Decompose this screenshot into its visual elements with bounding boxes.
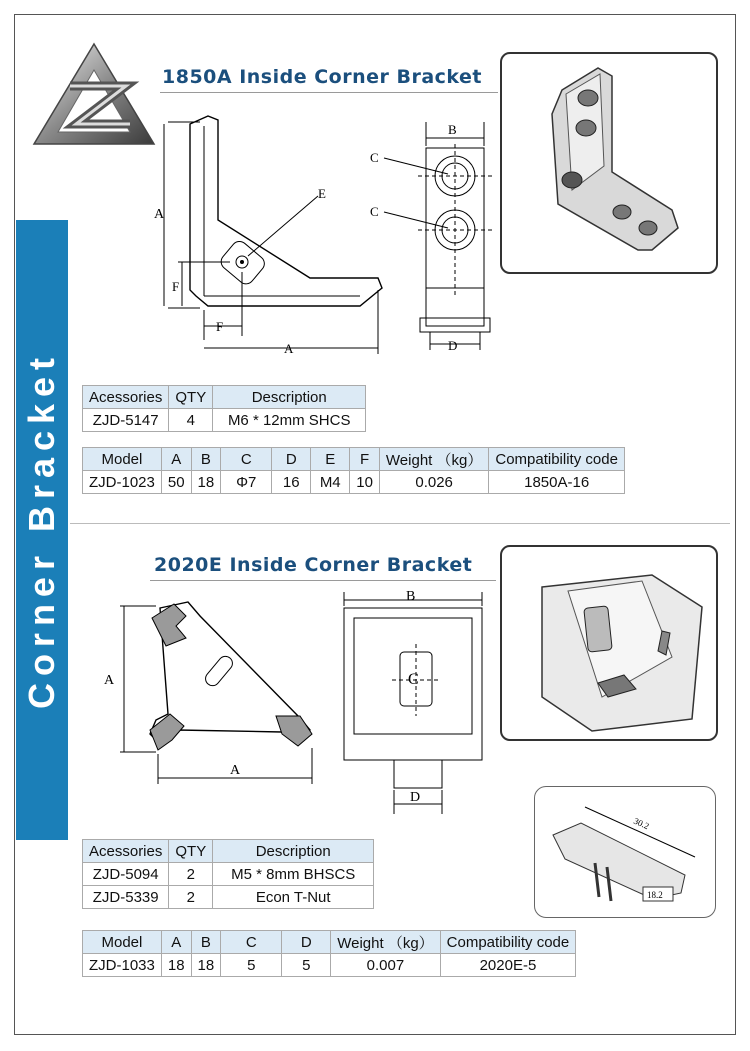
table-cell: ZJD-5147 <box>83 409 169 432</box>
dim-b-label: B <box>448 122 457 137</box>
company-logo <box>30 40 158 148</box>
spec-header: F <box>350 448 380 471</box>
table-cell: 0.007 <box>331 954 440 977</box>
product-2-title: 2020E Inside Corner Bracket <box>154 554 473 576</box>
table-cell: ZJD-1033 <box>83 954 162 977</box>
table-cell: ZJD-1023 <box>83 471 162 494</box>
qty-header: QTY <box>169 840 213 863</box>
dim-f-horizontal: F <box>216 319 224 334</box>
dim-d-label: D <box>448 338 458 353</box>
table-row <box>83 954 576 977</box>
table-cell: 2020E-5 <box>440 954 576 977</box>
product-2-drawing-side <box>100 594 322 790</box>
sidebar-title: Corner Bracket <box>21 350 62 710</box>
table-cell: M6 * 12mm SHCS <box>213 409 366 432</box>
product-2-specs-table <box>82 930 576 977</box>
table-row <box>83 409 366 432</box>
table-cell: 5 <box>221 954 282 977</box>
product-2-drawing-front <box>330 588 494 818</box>
description-header: Description <box>213 840 374 863</box>
table-cell: 10 <box>350 471 380 494</box>
dim-e-label: E <box>318 186 326 201</box>
dim-f-vertical: F <box>172 279 180 294</box>
description-header: Description <box>213 386 366 409</box>
spec-header: C <box>221 448 272 471</box>
product-1-accessories-table <box>82 385 366 432</box>
accessories-header: Acessories <box>83 386 169 409</box>
table-row <box>83 863 374 886</box>
section-divider <box>70 523 730 524</box>
dim-a-horizontal: A <box>284 341 294 356</box>
weight-header: Weight （kg） <box>379 448 488 471</box>
spec-header: A <box>161 448 191 471</box>
spec-header: E <box>311 448 350 471</box>
model-header: Model <box>83 448 162 471</box>
table-cell: 18 <box>161 954 191 977</box>
accessories-header: Acessories <box>83 840 169 863</box>
product-2-dimension-photo <box>534 786 716 918</box>
weight-header: Weight （kg） <box>331 931 440 954</box>
title-2-underline <box>150 580 496 581</box>
table-cell: 1850A-16 <box>489 471 625 494</box>
dim-c-label-2: C <box>408 671 419 688</box>
spec-header: D <box>282 931 331 954</box>
spec-header: C <box>221 931 282 954</box>
spec-header: A <box>161 931 191 954</box>
table-cell: 2 <box>169 886 213 909</box>
product-1-specs-table <box>82 447 625 494</box>
table-cell: 50 <box>161 471 191 494</box>
spec-header: B <box>191 931 221 954</box>
qty-header: QTY <box>169 386 213 409</box>
dim-30-label: 30.2 <box>632 815 651 832</box>
dim-c-label-bottom: C <box>370 204 379 219</box>
table-cell: Econ T-Nut <box>213 886 374 909</box>
product-1-drawing-front <box>364 118 504 368</box>
table-cell: M5 * 8mm BHSCS <box>213 863 374 886</box>
compatibility-header: Compatibility code <box>489 448 625 471</box>
table-cell: 0.026 <box>379 471 488 494</box>
table-cell: ZJD-5339 <box>83 886 169 909</box>
table-cell: 18 <box>191 954 221 977</box>
table-cell: 5 <box>282 954 331 977</box>
model-header: Model <box>83 931 162 954</box>
dim-18-label: 18.2 <box>647 890 663 900</box>
table-cell: 2 <box>169 863 213 886</box>
dim-a-vertical: A <box>154 207 165 222</box>
product-1-title: 1850A Inside Corner Bracket <box>162 66 483 88</box>
table-cell: M4 <box>311 471 350 494</box>
dim-a-horizontal-2: A <box>230 763 241 778</box>
product-1-drawing-side <box>150 110 390 360</box>
table-cell: ZJD-5094 <box>83 863 169 886</box>
product-1-photo <box>500 52 718 274</box>
table-cell: 18 <box>191 471 221 494</box>
table-row <box>83 886 374 909</box>
dim-d-label-2: D <box>410 790 421 805</box>
product-2-photo <box>500 545 718 741</box>
dim-c-label-top: C <box>370 150 379 165</box>
spec-header: B <box>191 448 221 471</box>
table-cell: Φ7 <box>221 471 272 494</box>
table-cell: 16 <box>272 471 311 494</box>
compatibility-header: Compatibility code <box>440 931 576 954</box>
dim-b-label-2: B <box>406 589 416 604</box>
title-1-underline <box>160 92 498 93</box>
table-cell: 4 <box>169 409 213 432</box>
spec-header: D <box>272 448 311 471</box>
dim-a-vertical-2: A <box>104 673 115 688</box>
table-row <box>83 471 625 494</box>
product-2-accessories-table <box>82 839 374 909</box>
